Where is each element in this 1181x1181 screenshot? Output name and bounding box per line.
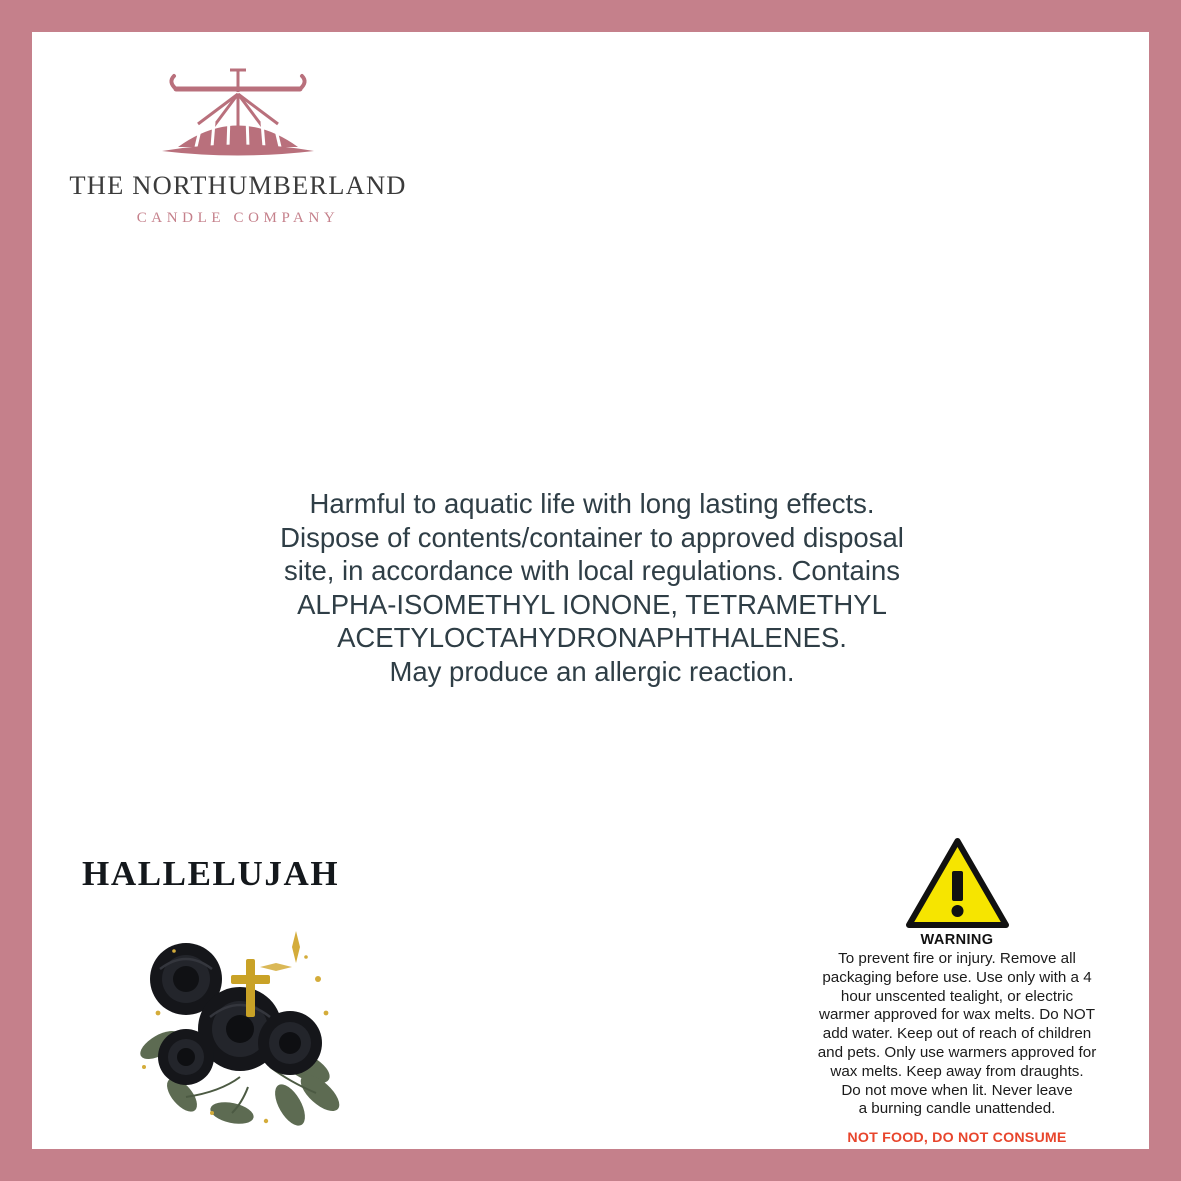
warning-text: [787, 950, 1127, 1119]
warning-line: wax melts. Keep away from draughts.: [830, 1062, 1084, 1080]
warning-line: packaging before use. Use only with a 4: [822, 968, 1092, 986]
hazard-line: ACETYLOCTAHYDRONAPHTHALENES.: [337, 622, 847, 653]
warning-block: [787, 837, 1127, 1146]
hazard-line: site, in accordance with local regulations. Contains: [283, 555, 901, 586]
warning-title: WARNING: [920, 932, 994, 948]
warning-line: and pets. Only use warmers approved for: [817, 1043, 1097, 1061]
hazard-line: Dispose of contents/container to approved disposal: [280, 521, 904, 553]
product-label-card: [32, 32, 1149, 1149]
brand-header: [58, 52, 418, 227]
exclamation-triangle-warning-icon: [905, 837, 1010, 929]
warning-line: hour unscented tealight, or electric: [840, 987, 1074, 1005]
hazard-line: ALPHA-ISOMETHYL IONONE, TETRAMETHYL: [297, 588, 887, 620]
black-roses-with-cross-illustration: [120, 917, 350, 1132]
hazard-statement: [132, 487, 1052, 688]
warning-line: To prevent fire or injury. Remove all: [838, 950, 1076, 967]
warning-line: a burning candle unattended.: [858, 1100, 1056, 1118]
hazard-line: May produce an allergic reaction.: [389, 655, 795, 687]
fragrance-name: HALLELUJAH: [82, 854, 340, 893]
brand-subtitle: CANDLE COMPANY: [136, 210, 340, 226]
hazard-line: Harmful to aquatic life with long lasting effects.: [309, 488, 875, 519]
candle-rake-emblem-icon: [58, 52, 418, 162]
warning-line: add water. Keep out of reach of children: [822, 1025, 1092, 1043]
warning-line: Do not move when lit. Never leave: [841, 1081, 1073, 1099]
not-food-notice: NOT FOOD, DO NOT CONSUME: [847, 1130, 1067, 1147]
warning-line: warmer approved for wax melts. Do NOT: [819, 1006, 1095, 1024]
brand-name: THE NORTHUMBERLAND: [69, 170, 407, 200]
